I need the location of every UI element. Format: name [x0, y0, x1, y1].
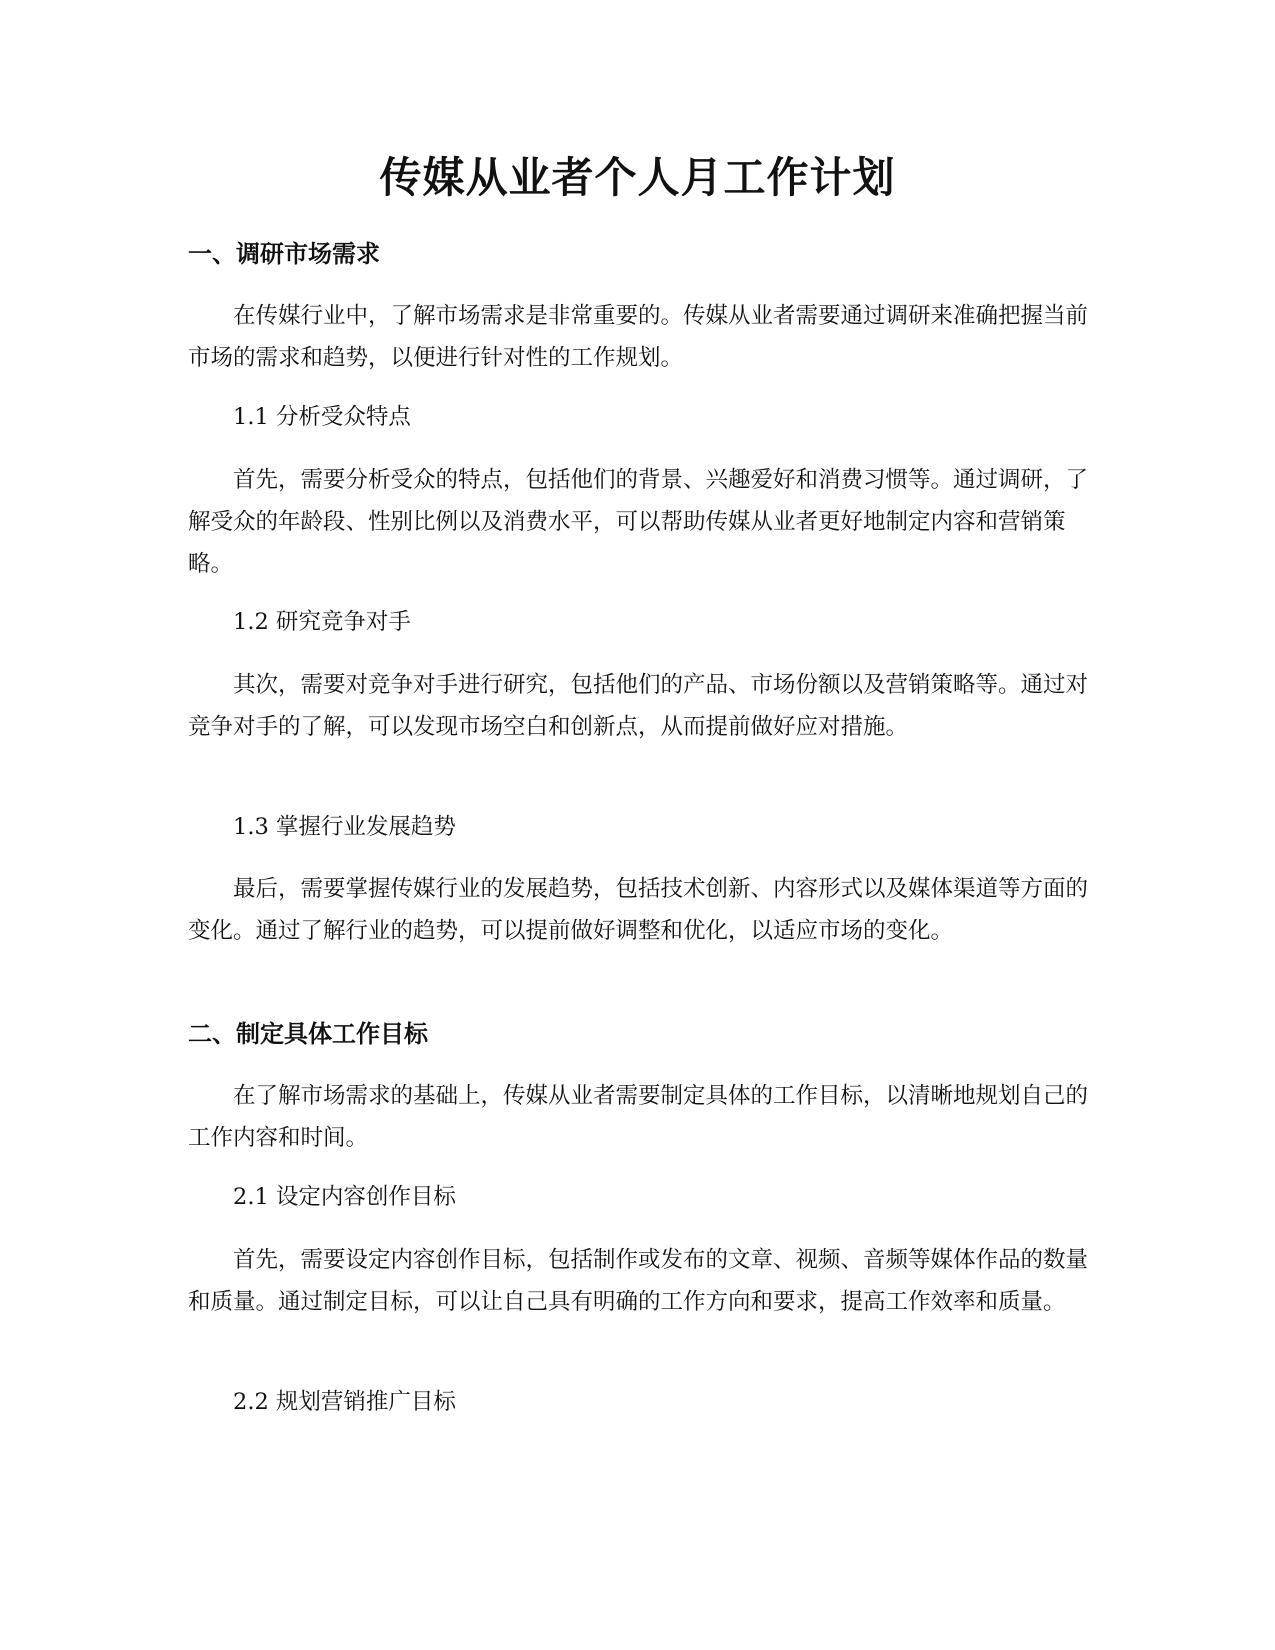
- section-heading-market-research: 一、调研市场需求: [188, 240, 380, 268]
- subsection-body-industry-trends: 最后，需要掌握传媒行业的发展趋势，包括技术创新、内容形式以及媒体渠道等方面的变化。通过了解行业的趋势，可以提前做好调整和优化，以适应市场的变化。: [188, 876, 1089, 944]
- section-heading-work-goals: 二、制定具体工作目标: [188, 1020, 428, 1048]
- subsection-heading-industry-trends: 1.3 掌握行业发展趋势: [233, 814, 456, 840]
- section-intro-paragraph: 在了解市场需求的基础上，传媒从业者需要制定具体的工作目标，以清晰地规划自己的工作内容和时间。: [188, 1083, 1089, 1151]
- document-title: 传媒从业者个人月工作计划: [379, 153, 896, 202]
- subsection-heading-audience: 1.1 分析受众特点: [233, 404, 411, 430]
- subsection-heading-marketing-goals: 2.2 规划营销推广目标: [233, 1389, 456, 1415]
- subsection-body-audience: 首先，需要分析受众的特点，包括他们的背景、兴趣爱好和消费习惯等。通过调研，了解受众的年龄段、性别比例以及消费水平，可以帮助传媒从业者更好地制定内容和营销策略。: [188, 467, 1089, 577]
- subsection-body-content-goals: 首先，需要设定内容创作目标，包括制作或发布的文章、视频、音频等媒体作品的数量和质量。通过制定目标，可以让自己具有明确的工作方向和要求，提高工作效率和质量。: [188, 1247, 1089, 1315]
- subsection-body-competitors: 其次，需要对竞争对手进行研究，包括他们的产品、市场份额以及营销策略等。通过对竞争对手的了解，可以发现市场空白和创新点，从而提前做好应对措施。: [188, 672, 1089, 740]
- subsection-heading-content-goals: 2.1 设定内容创作目标: [233, 1184, 456, 1210]
- section-intro-paragraph: 在传媒行业中，了解市场需求是非常重要的。传媒从业者需要通过调研来准确把握当前市场的需求和趋势，以便进行针对性的工作规划。: [188, 303, 1089, 371]
- subsection-heading-competitors: 1.2 研究竞争对手: [233, 609, 411, 635]
